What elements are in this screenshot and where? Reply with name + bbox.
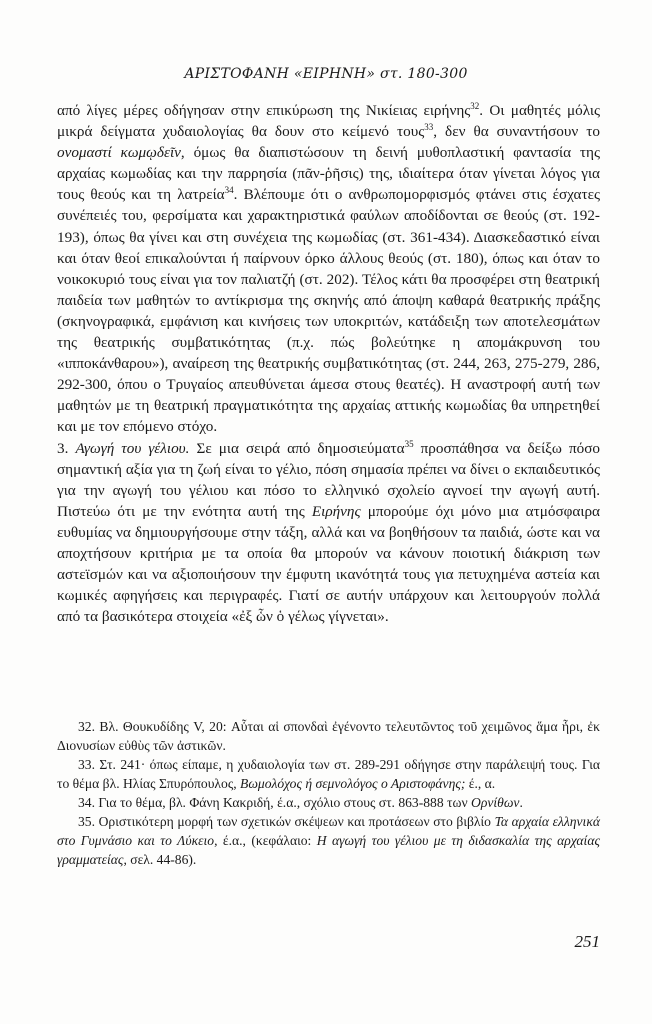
italic-term: ονομαστί κωμῳδεῖν [57, 144, 181, 162]
text-run: . Βλέπουμε ότι ο ανθρωπομορφισμός φτάνει στις έσχατες συνέπειές του, φερσίματα και χαρακτηριστικά φαύλων αποδίδονται σε θεούς (στ. 192-193), όπως θα γίνει και στη συνέχεια της κωμωδίας (στ. 361-434). Διασκεδαστικό είναι και όταν θεοί επικαλούνται ή παίρνουν όρκο άλλους θεούς (στ. 180), όπως και όταν το νοικοκυριό τους είναι για τον παλιατζή (στ. 202). Τέλος κάτι θα προσφέρει στη θεατρική παιδεία των μαθητών το αντίκρισμα της σκηνής από άποψη καθαρά θεατρικής πράξης (σκηνογραφικά, εμφάνιση και κινήσεις των υποκριτών, κατάδειξη των αποτελεσμάτων της θεατρικής συμβατικότητας (π.χ. πώς βολεύτηκε η απομάκρυνση του «ιπποκάνθαρου»), αναίρεση της θεατρικής συμβατικότητας (στ. 244, 263, 275-279, 286, 292-300, όπου ο Τρυγαίος απευθύνεται άμεσα στους θεατές). Η αναστροφή αυτή των μαθητών με τη θεατρική πραγματικότητα της αρχαίας αττικής κωμωδίας θα υπηρετηθεί και με τον επόμενο στόχο. [57, 186, 600, 436]
footnote-33 [57, 755, 600, 793]
text-run: , όμως θα διαπιστώσουν τη δεινή μυθοπλαστική φαντασία της αρχαίας κωμωδίας και την παρρησία (πᾶν-ῥῆσις) της, ιδιαίτερα όταν γίνεται λόγος για τους θεούς και τη λατρεία [57, 144, 600, 204]
italic-title: Ορνίθων [471, 795, 520, 810]
paragraph-1 [57, 100, 600, 438]
footnotes [57, 717, 600, 869]
text-run: έ., α. [465, 776, 496, 791]
footnote-35 [57, 812, 600, 869]
footnote-34 [57, 793, 600, 812]
text-run: , σελ. 44-86). [123, 852, 197, 867]
italic-title: Η αγωγή του γέλιου με τη διδασκαλία της αρχαίας γραμματείας [57, 833, 600, 867]
text-run: , δεν θα συναντήσουν το [433, 123, 600, 141]
footnote-ref-33: 33 [424, 122, 434, 133]
text-run: , έ.α., (κεφάλαιο: [214, 833, 317, 848]
text-run: από λίγες μέρες οδήγησαν στην επικύρωση της Νικίειας ειρήνης [57, 102, 471, 119]
italic-title: Τα αρχαία ελληνικά στο Γυμνάσιο και το Λύκειο [57, 814, 600, 848]
text-run: 33. Στ. 241· όπως είπαμε, η χυδαιολογία των στ. 289-291 οδήγησε στην παράλειψή τους. Για το θέμα βλ. Ηλίας Σπυρόπουλος, [57, 757, 600, 791]
running-head: ΑΡΙΣΤΟΦΑΝΗ «ΕΙΡΗΝΗ» στ. 180-300 [184, 66, 468, 82]
page-number: 251 [574, 932, 600, 951]
text-run: μπορούμε όχι μόνο μια ατμόσφαιρα ευθυμίας να δημιουργήσουμε στην τάξη, αλλά και να βοηθήσουν τα παιδιά, ώστε και να αποχτήσουν κριτήρια με τα οποία θα μπορούν να κάνουν ποιοτική διάκριση των αστεϊσμών και να αξιοποιήσουν την έμφυτη ικανότητά τους για πετυχημένα αστεία και κωμικές αφηγήσεις και περιγραφές. Γιατί σε αυτήν υπάρχουν και λειτουργούν πολλά από τα βασικότερα στοιχεία «ἐξ ὧν ὁ γέλως γίγνεται». [57, 502, 600, 626]
section-heading: Αγωγή του γέλιου. [75, 439, 190, 457]
text-run: . Οι μαθητές μόλις μικρά δείγματα χυδαιολογίας θα δουν στο κείμενό τους [57, 102, 600, 141]
text-run: προσπάθησα να δείξω πόσο σημαντική αξία για τη ζωή είναι το γέλιο, πόση σημασία πρέπει να δίνει ο εκπαιδευτικός για την αγωγή του γέλιου και πόσο το ελληνικό σχολείο αγνοεί την αγωγή αυτή. Πιστεύω ότι με την ενότητα αυτή της [57, 439, 600, 520]
section-number: 3. [57, 439, 76, 457]
text-run: 34. Για το θέμα, βλ. Φάνη Κακριδή, έ.α., σχόλιο στους στ. 863-888 των [78, 795, 471, 810]
text-run: . [519, 795, 523, 810]
footnote-ref-35: 35 [404, 438, 414, 449]
paragraph-2 [57, 438, 600, 628]
italic-title: Βωμολόχος ή σεμνολόγος ο Αριστοφάνης; [240, 776, 466, 791]
italic-title: Ειρήνης [311, 502, 361, 520]
footnote-ref-34: 34 [224, 185, 234, 196]
footnote-ref-32: 32 [470, 100, 480, 111]
footnote-32: 32. Βλ. Θουκυδίδης V, 20: Αὗται αἱ σπονδαὶ ἐγένοντο τελευτῶντος τοῦ χειμῶνος ἅμα ἦρι, ἐκ Διονυσίων εὐθὺς τῶν ἀστικῶν. [57, 719, 600, 753]
text-run: 35. Οριστικότερη μορφή των σχετικών σκέψεων και προτάσεων στο βιβλίο [78, 814, 495, 829]
main-text [57, 100, 600, 627]
text-run: Σε μια σειρά από δημοσιεύματα [189, 439, 405, 457]
